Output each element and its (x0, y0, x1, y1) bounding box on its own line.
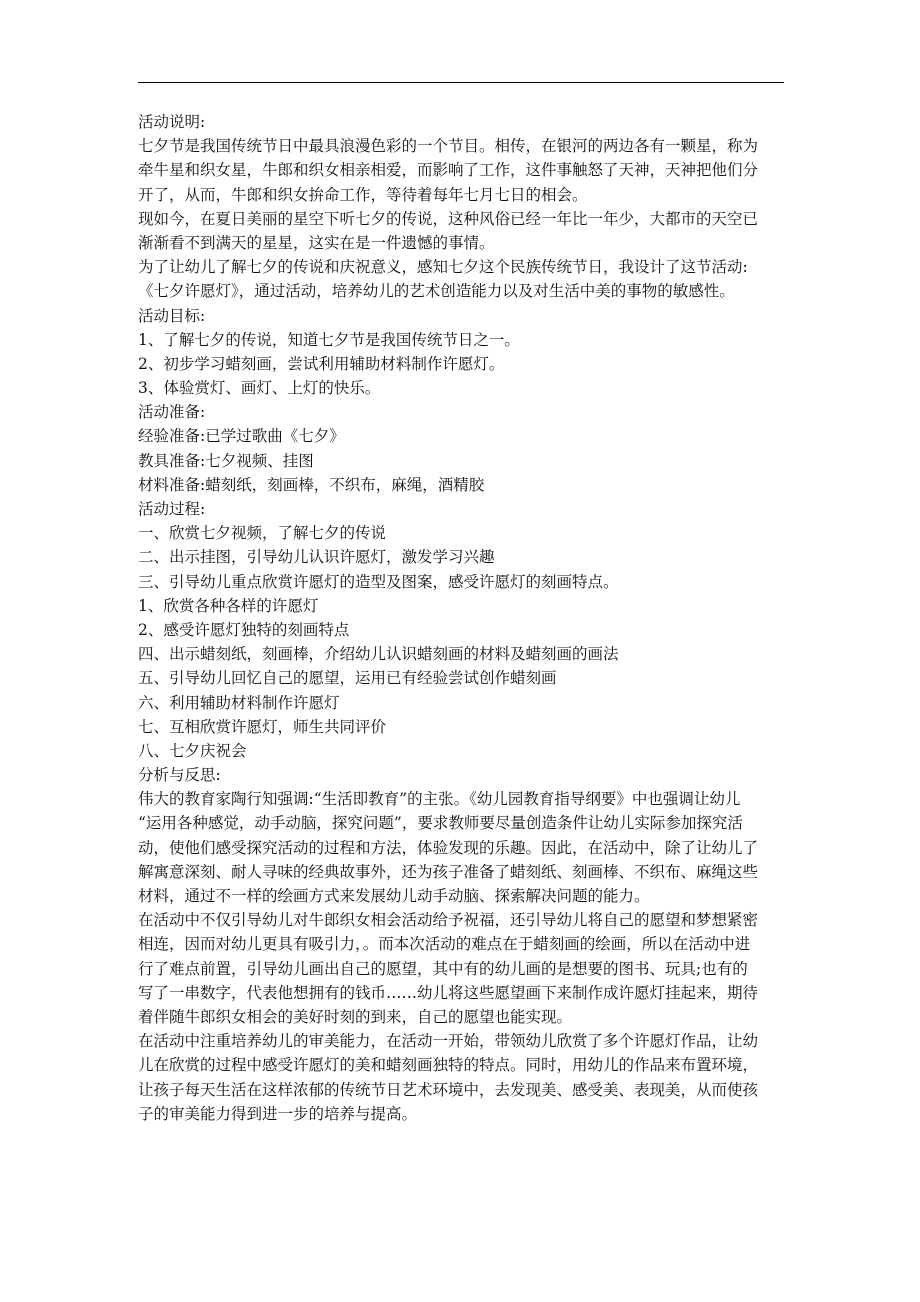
header-rule (138, 82, 784, 83)
text-line: 行了难点前置，引导幼儿画出自己的愿望，其中有的幼儿画的是想要的图书、玩具;也有的 (138, 959, 748, 978)
text-line: 材料，通过不一样的绘画方式来发展幼儿动手动脑、探索解决问题的能力。 (138, 887, 650, 905)
text-line: 动，使他们感受探究活动的过程和方法，体验发现的乐趣。因此，在活动中，除了让幼儿了 (138, 838, 759, 857)
preparation-item: 教具准备:七夕视频、挂图 (138, 451, 314, 470)
text-line: 相连，因而对幼儿更具有吸引力，。而本次活动的难点在于蜡刻画的绘画，所以在活动中进 (138, 935, 751, 954)
goal-item: 1、了解七夕的传说，知道七夕节是我国传统节日之一。 (138, 330, 520, 349)
process-step: 七、互相欣赏许愿灯，师生共同评价 (138, 717, 387, 736)
goal-item: 3、体验赏灯、画灯、上灯的快乐。 (138, 379, 381, 398)
document-body (138, 110, 784, 1126)
paragraph-description-1 (138, 134, 784, 207)
process-step: 1、欣赏各种各样的许愿灯 (138, 596, 319, 615)
preparation-item: 经验准备:已学过歌曲《七夕》 (138, 427, 345, 446)
paragraph-reflection-1 (138, 787, 784, 908)
process-step: 2、感受许愿灯独特的刻画特点 (138, 620, 350, 639)
text-line: 七夕节是我国传统节日中最具浪漫色彩的一个节目。相传，在银河的两边各有一颗星，称为 (138, 137, 759, 156)
section-heading-description: 活动说明: (138, 113, 206, 131)
text-line: 为了让幼儿了解七夕的传说和庆祝意义，感知七夕这个民族传统节日，我设计了这节活动: (138, 258, 748, 277)
text-line: 伟大的教育家陶行知强调:“生活即教育”的主张。《幼儿园教育指导纲要》中也强调让幼儿 (138, 790, 741, 809)
process-step: 六、利用辅助材料制作许愿灯 (138, 693, 340, 712)
text-line: 解寓意深刻、耐人寻味的经典故事外，还为孩子准备了蜡刻纸、刻画棒、不织布、麻绳这些 (138, 862, 759, 881)
process-step: 四、出示蜡刻纸，刻画棒，介绍幼儿认识蜡刻画的材料及蜡刻画的画法 (138, 645, 619, 664)
text-line: 《七夕许愿灯》，通过活动，培养幼儿的艺术创造能力以及对生活中美的事物的敏感性。 (138, 282, 735, 301)
text-line: 在活动中不仅引导幼儿对牛郎织女相会活动给予祝福，还引导幼儿将自己的愿望和梦想紧密 (138, 911, 759, 930)
process-step: 一、欣赏七夕视频，了解七夕的传说 (138, 524, 387, 543)
process-step: 五、引导幼儿回忆自己的愿望，运用已有经验尝试创作蜡刻画 (138, 669, 557, 688)
text-line: 儿在欣赏的过程中感受许愿灯的美和蜡刻画独特的特点。同时，用幼儿的作品来布置环境， (138, 1056, 759, 1075)
goal-item: 2、初步学习蜡刻画，尝试利用辅助材料制作许愿灯。 (138, 354, 505, 373)
process-step: 八、七夕庆祝会 (138, 741, 247, 760)
paragraph-description-2 (138, 207, 784, 255)
preparation-item: 材料准备:蜡刻纸，刻画棒，不织布，麻绳，酒精胶 (138, 475, 485, 494)
text-line: 渐渐看不到满天的星星，这实在是一件遗憾的事情。 (138, 233, 495, 252)
section-heading-process: 活动过程: (138, 500, 206, 518)
text-line: 在活动中注重培养幼儿的审美能力，在活动一开始，带领幼儿欣赏了多个许愿灯作品，让幼 (138, 1032, 759, 1051)
text-line: 牵牛星和织女星，牛郎和织女相亲相爱，而影响了工作，这件事触怒了天神，天神把他们分 (138, 161, 759, 180)
section-heading-goals: 活动目标: (138, 306, 206, 325)
paragraph-description-3 (138, 255, 784, 303)
paragraph-reflection-2 (138, 908, 784, 1029)
paragraph-reflection-3 (138, 1029, 784, 1126)
section-heading-reflection: 分析与反思: (138, 766, 221, 785)
process-step: 三、引导幼儿重点欣赏许愿灯的造型及图案，感受许愿灯的刻画特点。 (138, 572, 619, 591)
text-line: 着伴随牛郎织女相会的美好时刻的到来，自己的愿望也能实现。 (138, 1007, 573, 1026)
section-heading-preparation: 活动准备: (138, 403, 206, 422)
text-line: 写了一串数字，代表他想拥有的钱币……幼儿将这些愿望画下来制作成许愿灯挂起来，期待 (138, 983, 759, 1002)
process-step: 二、出示挂图，引导幼儿认识许愿灯，激发学习兴趣 (138, 548, 495, 567)
text-line: 现如今，在夏日美丽的星空下听七夕的传说，这种风俗已经一年比一年少，大都市的天空已 (138, 209, 759, 228)
text-line: 开了，从而，牛郎和织女拚命工作，等待着每年七月七日的相会。 (138, 185, 588, 204)
text-line: 子的审美能力得到进一步的培养与提高。 (138, 1104, 418, 1123)
text-line: 让孩子每天生活在这样浓郁的传统节日艺术环境中，去发现美、感受美、表现美，从而使孩 (138, 1080, 759, 1099)
text-line: “运用各种感觉，动手动脑，探究问题”，要求教师要尽量创造条件让幼儿实际参加探究活 (138, 814, 743, 833)
